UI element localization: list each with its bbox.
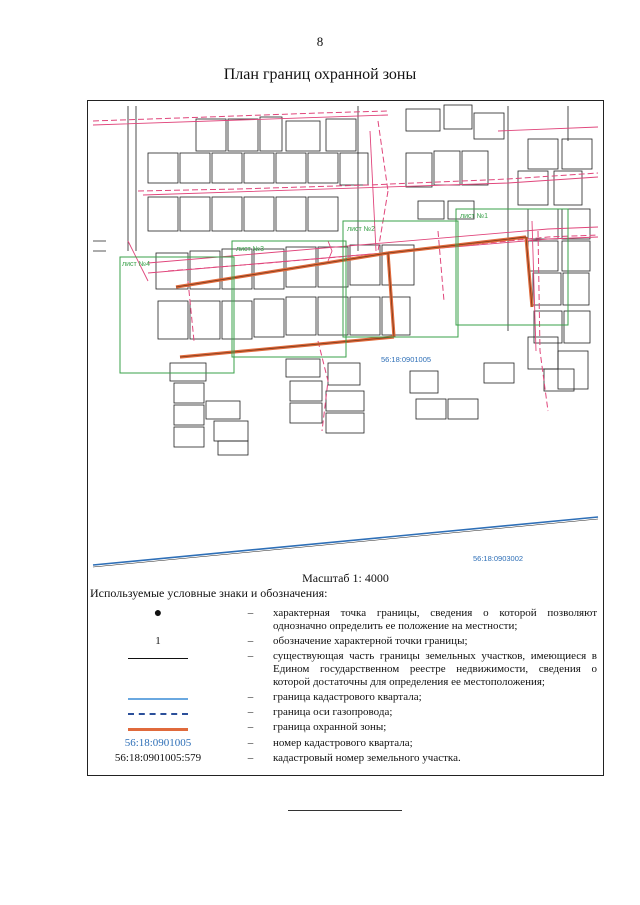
orange-line-symbol	[128, 728, 188, 731]
point-symbol: ●	[153, 606, 163, 621]
boundary-map	[88, 101, 603, 571]
bottom-rule	[288, 810, 402, 811]
legend-text-point: характерная точка границы, сведения о которой позволяют однозначно определить ее положение на местности;	[273, 607, 597, 632]
legend-row-orange-line: – граница охранной зоны;	[88, 720, 603, 736]
legend-row-black-text: 56:18:0901005:579 – кадастровый номер земельного участка.	[88, 751, 603, 766]
legend-text-orange-line: граница охранной зоны;	[273, 721, 387, 733]
legend-row-blue-line: – граница кадастрового квартала;	[88, 690, 603, 705]
blue-text-symbol: 56:18:0901005	[124, 737, 192, 749]
legend-title: Используемые условные знаки и обозначения:	[90, 586, 328, 600]
sheet-label-2: лист №2	[347, 226, 376, 233]
legend-row-black-line: – существующая часть границы земельных участков, имеющиеся в Едином государственном реестре недвижимости, сведения о которой достаточны для определения ее местоположения;	[88, 649, 603, 690]
sheet-label-1: лист №1	[460, 213, 489, 220]
legend-row-number: 1 – обозначение характерной точки границы;	[88, 634, 603, 649]
number-symbol: 1	[155, 635, 161, 647]
black-text-symbol: 56:18:0901005:579	[114, 752, 202, 764]
page-number: 8	[316, 34, 324, 49]
blue-line-symbol	[128, 698, 188, 700]
quarter-label-main: 56:18:0901005	[381, 355, 432, 364]
page-title: План границ охранной зоны	[223, 66, 417, 83]
legend-row-blue-text: 56:18:0901005 – номер кадастрового квартала;	[88, 736, 603, 751]
blue-dash-symbol	[128, 713, 188, 715]
plan-frame	[87, 100, 604, 776]
legend-row-blue-dash: – граница оси газопровода;	[88, 705, 603, 720]
sheet-label-3: лист №3	[236, 246, 265, 253]
legend-text-black-text: кадастровый номер земельного участка.	[273, 752, 461, 764]
legend-text-blue-dash: граница оси газопровода;	[273, 706, 393, 718]
legend-text-blue-text: номер кадастрового квартала;	[273, 737, 413, 749]
sheet-label-4: лист №4	[122, 261, 151, 268]
legend-text-black-line: существующая часть границы земельных участков, имеющиеся в Едином государственном реестре недвижимости, сведения о которой достаточны для определения ее местоположения;	[273, 650, 597, 688]
legend-text-number: обозначение характерной точки границы;	[273, 635, 468, 647]
quarter-label-south: 56:18:0903002	[473, 554, 524, 563]
black-line-symbol	[128, 658, 188, 659]
legend-row-point: ● – характерная точка границы, сведения о которой позволяют однозначно определить ее положение на местности;	[88, 606, 603, 634]
legend-text-blue-line: граница кадастрового квартала;	[273, 691, 422, 703]
map-scale: Масштаб 1: 4000	[302, 571, 389, 585]
sheet-frames	[120, 209, 568, 373]
legend-table	[88, 606, 603, 766]
